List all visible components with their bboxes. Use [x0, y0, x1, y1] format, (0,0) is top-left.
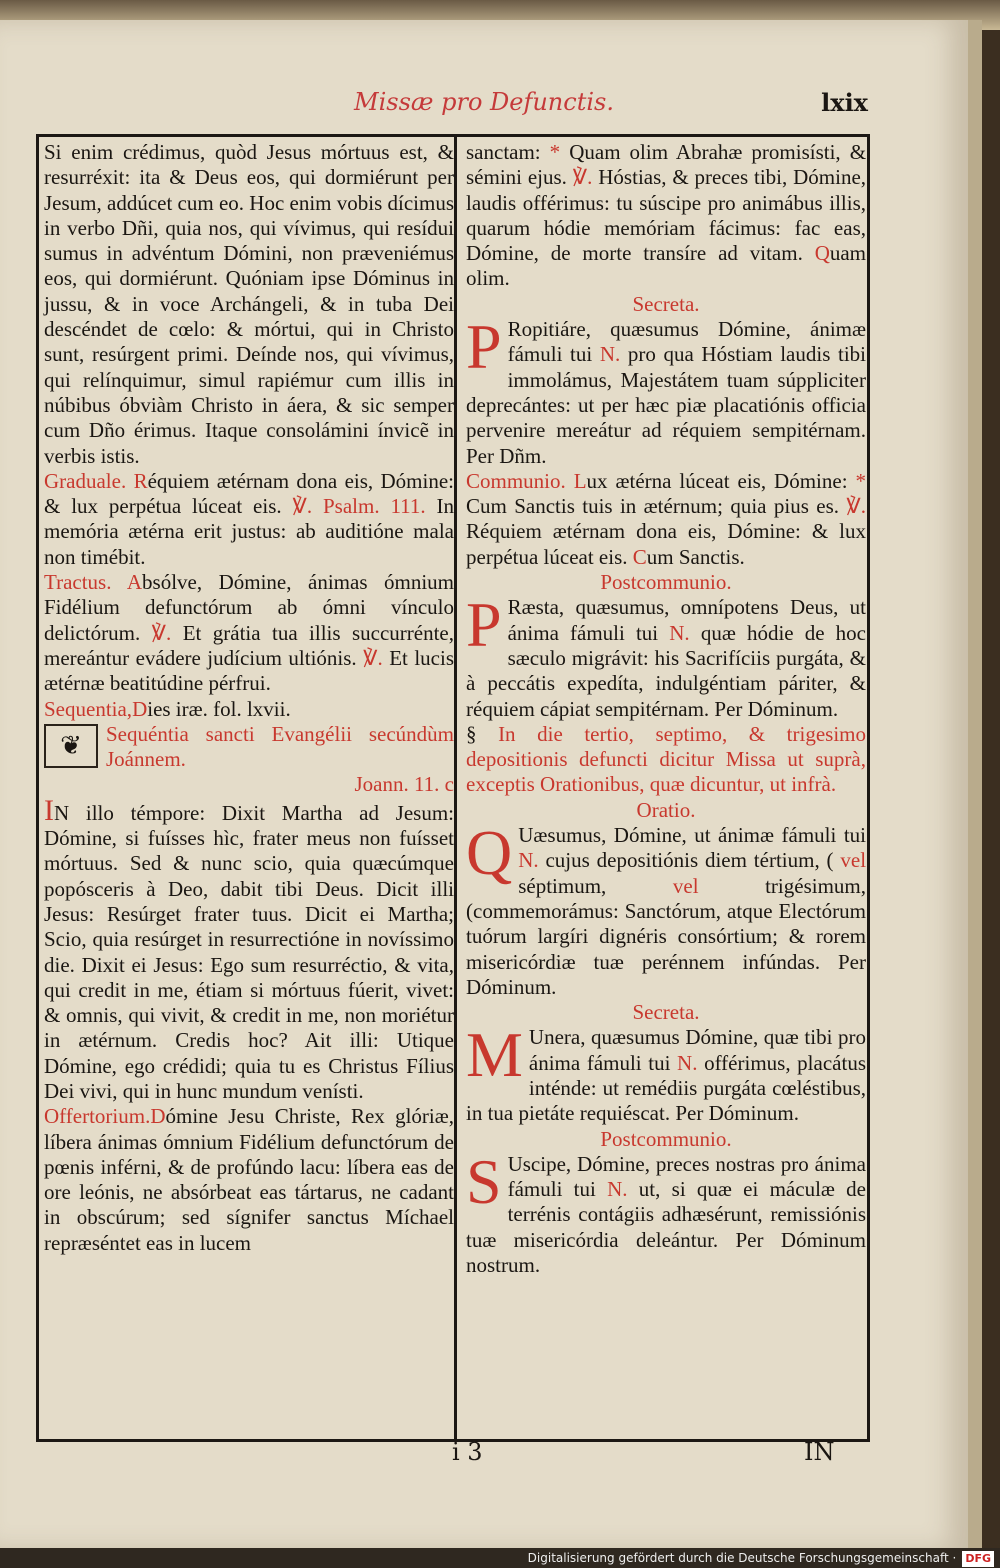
offertory-cont-2: Quam olim Abrahæ promisísti, & sémini ejus. [466, 140, 867, 190]
tract [44, 570, 454, 696]
fleuron-icon: ❦ [44, 724, 98, 768]
communion-text-a: ux ætérna lúceat eis, Dómine: [586, 468, 848, 493]
gradual [44, 469, 454, 570]
postcommunion-2 [466, 1145, 866, 1278]
oratio-n: N. [518, 848, 539, 873]
gradual-verse-label: ℣. Psalm. 111. [292, 494, 426, 519]
secret-1-text-b: pro qua Hóstiam laudis tibi immolámus, Majestátem tuam súppliciter deprecántes: ut per hæc piæ placatiónis officia pervenire mereátur ad réquiem sempitérnam. Per Dñm. [466, 342, 866, 468]
tract-verse-1-mark: ℣. [151, 620, 172, 645]
secret-1-heading: Secreta. [632, 291, 700, 316]
secret-2 [466, 1019, 866, 1126]
postcommunion-2-text-b: ut, si quæ ei máculæ de terrénis contágiis adhæsérunt, remissiónis tuæ misericórdia deleántur. Per Dóminum nostrum. [466, 1177, 866, 1278]
postcommunion-1-text-a: Ræsta, quæsumus, omnípotens Deus, ut ánima fámuli tui [507, 595, 866, 645]
tract-verse-1: Et grátia tua illis succurrénte, mereántur evádere judícium ultiónis. [44, 620, 455, 670]
communion [466, 469, 866, 570]
communion-verse-mark: ℣. [846, 494, 866, 519]
secret-1-initial: P [466, 311, 502, 383]
tract-initial: A [126, 570, 143, 595]
postcommunion-1-initial: P [466, 589, 502, 661]
postcommunion-1-n: N. [669, 620, 690, 645]
credit-text: Digitalisierung gefördert durch die Deutsche Forschungsgemeinschaft · [527, 1551, 957, 1565]
postcommunion-1-heading: Postcommunio. [600, 570, 732, 595]
communion-cue-initial: C [632, 544, 647, 569]
offertory-cue-initial: Q [814, 241, 830, 266]
offertory-initial: D [150, 1104, 166, 1129]
secret-1-n: N. [599, 342, 621, 367]
rubric [466, 722, 866, 798]
offertory-cue: uam olim. [466, 241, 867, 291]
book-page [0, 20, 982, 1550]
offertory-label: Offertorium. [44, 1104, 151, 1129]
tract-verse-2-mark: ℣. [363, 645, 383, 670]
gospel-heading: Sequéntia sancti Evangélii secúndùm Joánnem. [106, 721, 454, 772]
postcommunion-2-text-a: Uscipe, Dómine, preces nostras pro ánima fámuli tui [507, 1151, 866, 1202]
secret-2-heading: Secreta. [632, 1000, 700, 1025]
credit-bar [0, 1548, 1000, 1568]
running-head [0, 84, 968, 124]
gradual-label: Graduale. [44, 468, 127, 493]
communion-asterisk: * [855, 468, 866, 493]
secret-2-n: N. [677, 1050, 698, 1075]
folio-number: lxix [821, 88, 868, 117]
communion-cue: um Sanctis. [646, 544, 745, 569]
oratio-text-d: trigésimum, (commemorámus: Sanctórum, atque Electórum tuórum largíri dignéris consórtium; & rorem misericórdiæ tuæ perénnem infúndas. Per Dóminum. [466, 873, 867, 999]
gradual-initial: R [133, 468, 148, 493]
section-mark: § [466, 721, 477, 746]
sequence-text: ies iræ. fol. lxvii. [147, 696, 291, 721]
gospel-initial: I [44, 793, 54, 827]
offertory-verse-mark: ℣. [572, 165, 593, 190]
gospel [44, 722, 454, 1104]
gradual-text: équiem ætérnam dona eis, Dómine: & lux perpétua lúceat eis. [44, 468, 455, 519]
running-head-title: Missæ pro Defunctis. [354, 88, 614, 116]
offertory-text: ómine Jesu Christe, Rex glóriæ, líbera ánimas ómnium Fidélium defunctórum de pœnis inférni, & de profúndo lacu: líbera eas de ore leónis, ne absórbeat eas tártarus, ne cadant in obscúrum; sed sígnifer sanctus Míchael repræséntet eas in lucem [44, 1104, 454, 1255]
oratio-text-b: cujus depositiónis diem tértium, ( [545, 848, 834, 873]
tract-label: Tractus. [44, 570, 112, 595]
right-column [466, 140, 866, 1278]
tract-verse-2: Et lucis ætérnæ beatitúdine pérfrui. [44, 645, 454, 696]
dfg-logo: DFG [962, 1551, 994, 1567]
tract-text: bsólve, Dómine, ánimas ómnium Fidélium defunctórum ab ómni vínculo delictórum. [44, 570, 454, 645]
oratio-heading: Oratio. [636, 797, 696, 822]
page-footer [0, 1438, 968, 1478]
column-divider [454, 134, 457, 1442]
secret-2-text-b: offérimus, placátus inténde: ut remédiis purgáta cœléstibus, in tua pietáte requiéscat. Per Dóminum. [466, 1050, 866, 1126]
oratio-initial: Q [466, 817, 513, 889]
gospel-text: N illo témpore: Dixit Martha ad Jesum: Dómine, si fuísses hìc, frater meus non fuísset mórtuus. Sed & nunc scio, quia quæcúmque popósceris à Deo, dabit tibi Deus. Dicit illi Jesus: Resúrget frater tuus. Dicit ei Martha; Scio, quia resúrget in resurrectióne in novíssimo die. Dixit ei Jesus: Ego sum resurréctio, & vita, qui credit in me, étiam si mórtuus fúerit, vivet: & omnis, qui vivit, & credit in me, non moriétur in ætérnum. Credis hoc? Ait illi: Utique Dómine, ego crédidi; quia tu es Christus Fílius Dei vivi, qui in hunc mundum venísti. [44, 800, 454, 1103]
oratio-vel-1: vel [840, 848, 867, 873]
sequence-label: Sequentia, [44, 696, 133, 721]
postcommunion-1-text-b: quæ hódie de hoc sæculo migrávit: his Sacrifíciis purgáta, & à peccátis expedíta, indulgéntiam páriter, & réquiem cápiat sempitérnam. Per Dóminum. [466, 620, 866, 721]
communion-text-c: Réquiem ætérnam dona eis, Dómine: & lux perpétua lúceat eis. [466, 519, 866, 569]
postcommunion-2-n: N. [607, 1177, 628, 1202]
oratio-text-a: Uæsumus, Dómine, ut ánimæ fámuli tui [518, 823, 866, 848]
communion-text-b: Cum Sanctis tuis in ætérnum; quia pius es. [466, 494, 839, 519]
offertory [44, 1104, 454, 1256]
offertory-continued [466, 140, 866, 292]
oratio-vel-2: vel [672, 873, 699, 898]
asterisk-mark: * [549, 140, 561, 164]
oratio-text-c: séptimum, [518, 873, 607, 898]
gospel-reference: Joann. 11. c [354, 772, 454, 797]
secret-1-text-a: Ropitiáre, quæsumus Dómine, ánimæ fámuli tui [507, 317, 866, 367]
sequence-initial: D [132, 696, 148, 721]
rubric-text: In die tertio, septimo, & trigesimo depositionis defuncti dicitur Missa ut suprà, exceptis Orationibus, quæ dicuntur, ut infrà. [466, 721, 866, 797]
secret-2-text-a: Unera, quæsumus Dómine, quæ tibi pro ánima fámuli tui [528, 1025, 866, 1075]
communion-label: Communio. [466, 468, 566, 493]
postcommunion-2-heading: Postcommunio. [600, 1126, 732, 1151]
secret-2-initial: M [466, 1019, 523, 1091]
epistle-text: Si enim crédimus, quòd Jesus mórtuus est, & resurréxit: ita & Deus eos, qui dormiérunt per Jesum, addúcet cum eo. Hoc enim vobis dícimus in verbo Dñi, quia nos, qui vívimus, qui resídui sumus in advéntum Dómini, non præveniémus eos, qui dormiérunt. Quóniam ipse Dóminus in jussu, & in voce Archángeli, & in tuba Dei descéndet de cœlo: & mórtui, qui in Christo sunt, resúrgent primi. Deínde nos, qui vívimus, qui relínquimur, simul rapiémur cum illis in núbibus óbviàm Christo in áera, & sic semper cum Dño érimus. Itaque consolámini ínvicẽ in verbis istis. [44, 140, 455, 468]
offertory-cont-3: Hóstias, & preces tibi, Dómine, laudis offérimus: tu súscipe pro animábus illis, quarum hódie memóriam fácimus: fac eas, Dómine, de morte transíre ad vitam. [466, 165, 867, 266]
postcommunion-2-initial: S [466, 1145, 502, 1217]
communion-initial: L [573, 468, 587, 493]
signature-mark: i 3 [452, 1438, 483, 1466]
oratio [466, 817, 867, 1000]
secret-1 [466, 311, 866, 469]
gradual-verse-text: In memória ætérna erit justus: ab auditióne mala non timébit. [44, 494, 455, 569]
left-column [44, 140, 454, 1256]
postcommunion-1 [466, 589, 866, 721]
sequence [44, 697, 454, 722]
catchword: IN [804, 1438, 835, 1466]
offertory-cont-1: sanctam: [466, 140, 541, 164]
